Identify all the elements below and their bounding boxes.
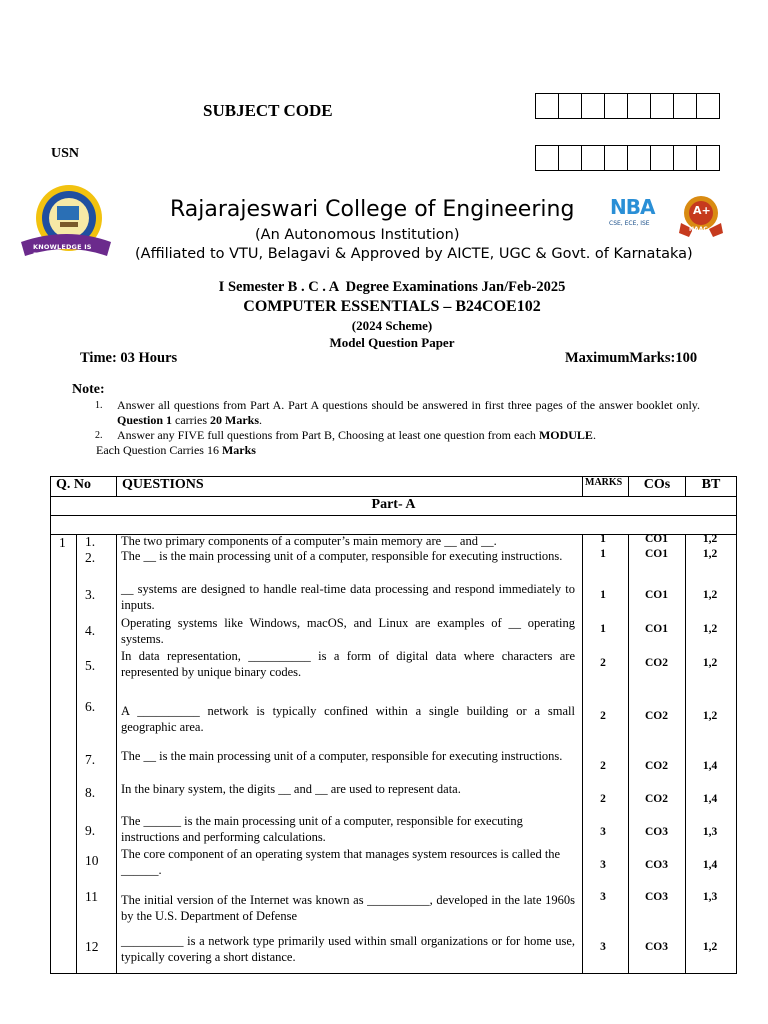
question-text: The core component of an operating system that manages system resources is called the ______. bbox=[121, 847, 561, 877]
question-bt: 1,2 bbox=[702, 657, 718, 669]
part-a-label: Part- A bbox=[51, 497, 737, 516]
header-questions: QUESTIONS bbox=[117, 477, 583, 497]
question-number: 11 bbox=[85, 889, 98, 904]
question-bt: 1,2 bbox=[702, 533, 718, 545]
spacer-row bbox=[51, 516, 737, 535]
note-text: carries bbox=[172, 413, 210, 427]
usn-label: USN bbox=[51, 146, 80, 161]
question-number: 4. bbox=[85, 623, 96, 638]
question-bt: 1,2 bbox=[702, 589, 718, 601]
question-marks: 3 bbox=[600, 941, 606, 953]
college-name: Rajarajeswari College of Engineering bbox=[170, 197, 575, 222]
subject-code-boxes[interactable] bbox=[535, 93, 720, 119]
naac-logo bbox=[675, 193, 727, 239]
question-text: Operating systems like Windows, macOS, and Linux are examples of __ operating systems. bbox=[121, 616, 575, 646]
question-marks: 2 bbox=[600, 760, 606, 772]
question-co: CO1 bbox=[645, 623, 668, 635]
question-co: CO1 bbox=[645, 533, 668, 545]
question-bt: 1,4 bbox=[702, 859, 718, 871]
header-qno: Q. No bbox=[51, 477, 117, 497]
scheme-text: (2024 Scheme) bbox=[351, 318, 433, 333]
header-cos: COs bbox=[629, 477, 686, 497]
question-marks: 3 bbox=[600, 859, 606, 871]
question-list bbox=[77, 535, 736, 973]
logo-ribbon-text: KNOWLEDGE IS POWER bbox=[33, 243, 92, 259]
question-co: CO3 bbox=[645, 826, 668, 838]
header-marks: MARKS bbox=[583, 477, 629, 497]
note-text: Answer any FIVE full questions from Part B, Choosing at least one question from each bbox=[117, 428, 539, 442]
question-block bbox=[51, 535, 737, 974]
max-marks-text: MaximumMarks:100 bbox=[565, 350, 698, 366]
question-number: 5. bbox=[85, 658, 96, 673]
question-marks: 2 bbox=[600, 657, 606, 669]
question-marks: 1 bbox=[600, 533, 606, 545]
question-bt: 1,2 bbox=[702, 548, 718, 560]
note-number: 1. bbox=[95, 400, 103, 411]
question-bt: 1,2 bbox=[702, 710, 718, 722]
note-text: . bbox=[259, 413, 262, 427]
note-number: 2. bbox=[95, 430, 103, 441]
note-emphasis: MODULE bbox=[538, 428, 593, 442]
question-text: The initial version of the Internet was known as __________, developed in the late 1960s by the U.S. Department of Defense bbox=[121, 893, 575, 923]
affiliation-text: (Affiliated to VTU, Belagavi & Approved by AICTE, UGC & Govt. of Karnataka) bbox=[135, 246, 693, 262]
question-bt: 1,2 bbox=[702, 623, 718, 635]
question-co: CO3 bbox=[645, 891, 668, 903]
usn-boxes[interactable] bbox=[535, 145, 720, 171]
question-co: CO3 bbox=[645, 859, 668, 871]
question-text: __________ is a network type primarily used within small organizations or for home use, typically covering a short distance. bbox=[121, 934, 575, 964]
note-text: . bbox=[592, 428, 596, 442]
question-number: 8. bbox=[85, 785, 96, 800]
time-text: Time: 03 Hours bbox=[80, 350, 178, 366]
note-text: Answer all questions from Part A. Part A questions should be answered in first three pages of the answer booklet only. bbox=[117, 398, 700, 412]
question-bt: 1,2 bbox=[702, 941, 718, 953]
question-number: 3. bbox=[85, 587, 96, 602]
nba-sub-text: CSE, ECE, ISE bbox=[609, 220, 650, 227]
question-text: The __ is the main processing unit of a computer, responsible for executing instructions. bbox=[121, 749, 563, 763]
nba-text: NBA bbox=[610, 195, 655, 219]
question-marks: 1 bbox=[600, 548, 606, 560]
question-text: __ systems are designed to handle real-time data processing and respond immediately to inputs. bbox=[121, 582, 575, 612]
college-logo bbox=[19, 182, 113, 262]
question-co: CO2 bbox=[645, 793, 668, 805]
question-number: 6. bbox=[85, 699, 96, 714]
subject-code-label: SUBJECT CODE bbox=[203, 101, 333, 120]
table-header-row bbox=[51, 477, 737, 497]
question-number: 2. bbox=[85, 550, 96, 565]
question-number: 7. bbox=[85, 752, 96, 767]
note-text: Each Question Carries 16 bbox=[96, 443, 222, 457]
question-marks: 2 bbox=[600, 710, 606, 722]
spacer-cell bbox=[51, 516, 737, 535]
question-text: In the binary system, the digits __ and __ are used to represent data. bbox=[121, 782, 461, 796]
course-title: COMPUTER ESSENTIALS – B24COE102 bbox=[243, 298, 541, 315]
note-item bbox=[90, 428, 700, 458]
main-question-number: 1 bbox=[59, 535, 66, 550]
question-text: The ______ is the main processing unit of a computer, responsible for executing instructions and performing calculations. bbox=[121, 814, 523, 844]
autonomous-text: (An Autonomous Institution) bbox=[255, 227, 460, 243]
question-co: CO1 bbox=[645, 548, 668, 560]
question-number: 1. bbox=[85, 534, 96, 549]
question-bt: 1,4 bbox=[702, 793, 718, 805]
note-list bbox=[90, 398, 700, 458]
question-co: CO1 bbox=[645, 589, 668, 601]
header-bt: BT bbox=[686, 477, 737, 497]
naac-text: NAAC bbox=[689, 226, 708, 233]
question-text: The two primary components of a computer’s main memory are __ and __. bbox=[121, 534, 497, 548]
note-emphasis: Question 1 bbox=[117, 413, 173, 427]
question-number: 10 bbox=[85, 853, 99, 868]
question-bt: 1,4 bbox=[702, 760, 718, 772]
question-text: In data representation, __________ is a form of digital data where characters are represented by unique binary codes. bbox=[121, 649, 575, 679]
question-text: The __ is the main processing unit of a computer, responsible for executing instructions. bbox=[121, 549, 563, 563]
question-co: CO2 bbox=[645, 657, 668, 669]
question-1-row bbox=[51, 535, 737, 974]
question-number: 12 bbox=[85, 939, 99, 954]
paper-type: Model Question Paper bbox=[329, 335, 455, 350]
note-emphasis: Marks bbox=[221, 443, 256, 457]
question-number: 9. bbox=[85, 823, 96, 838]
question-table bbox=[50, 476, 737, 974]
question-marks: 2 bbox=[600, 793, 606, 805]
note-emphasis: 20 Marks bbox=[210, 413, 259, 427]
nba-logo bbox=[607, 196, 657, 232]
question-marks: 3 bbox=[600, 826, 606, 838]
question-co: CO3 bbox=[645, 941, 668, 953]
part-a-row bbox=[51, 497, 737, 516]
question-co: CO2 bbox=[645, 710, 668, 722]
note-title: Note: bbox=[72, 382, 105, 397]
question-marks: 1 bbox=[600, 623, 606, 635]
note-item bbox=[90, 398, 700, 428]
exam-title-line: I Semester B . C . A Degree Examinations Jan/Feb-2025 bbox=[218, 279, 566, 295]
question-marks: 1 bbox=[600, 589, 606, 601]
question-co: CO2 bbox=[645, 760, 668, 772]
question-marks: 3 bbox=[600, 891, 606, 903]
question-text: A __________ network is typically confined within a single building or a small geographic area. bbox=[121, 704, 575, 734]
question-bt: 1,3 bbox=[702, 826, 718, 838]
naac-grade: A+ bbox=[693, 204, 711, 217]
question-bt: 1,3 bbox=[702, 891, 718, 903]
